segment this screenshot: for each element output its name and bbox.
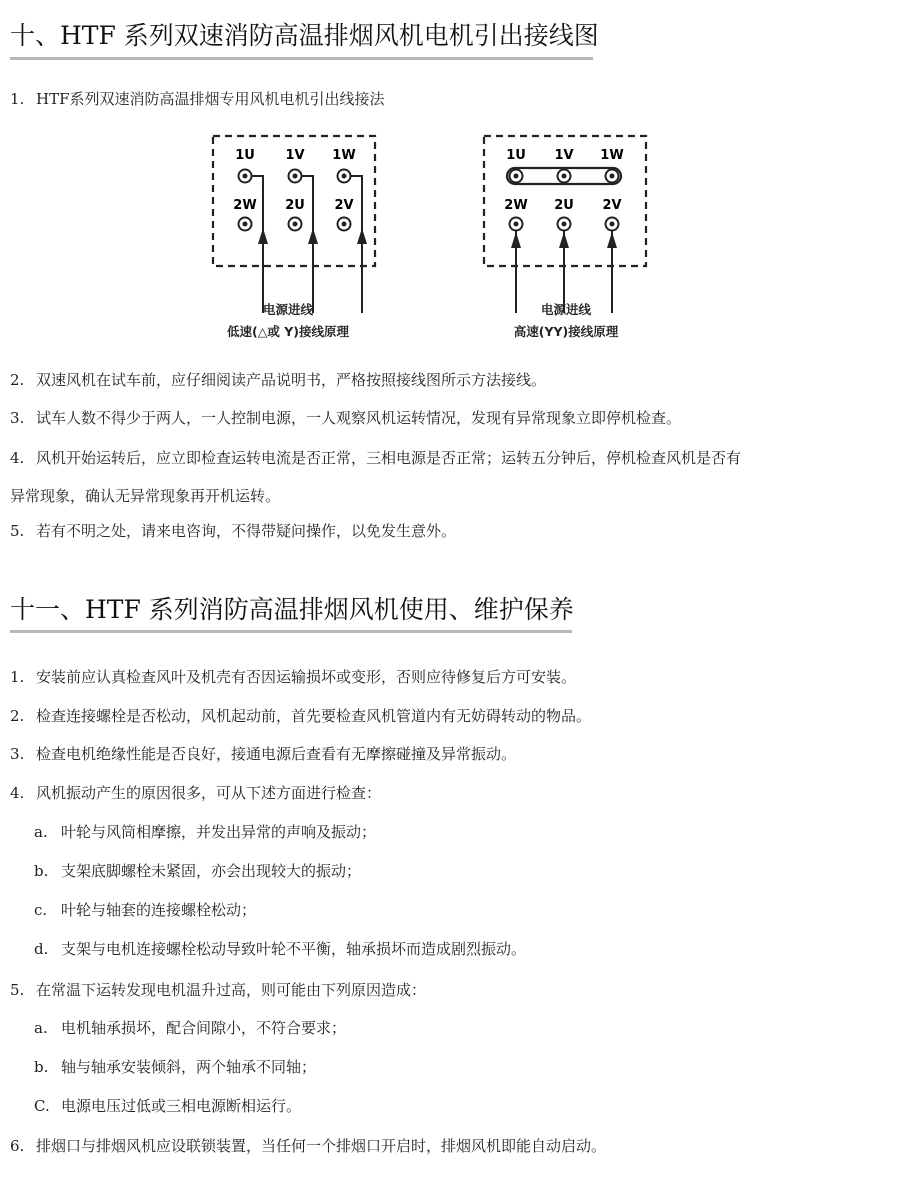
low-speed-caption	[218, 300, 358, 340]
low-terminal-2u	[289, 218, 302, 231]
item-text: 排烟口与排烟风机应设联锁装置，当任何一个排烟口开启时，排烟风机即能自动启动。	[36, 1137, 607, 1155]
high-terminal-2u	[558, 218, 571, 231]
high-speed-diagram	[484, 136, 646, 313]
high-caption-line1: 电源进线	[540, 302, 591, 317]
high-terminal-2v	[606, 218, 619, 231]
item-number: 5.	[10, 522, 25, 540]
s11-item-5	[10, 979, 426, 1001]
item-number: 6.	[10, 1137, 25, 1155]
high-label-2u: 2U	[554, 198, 574, 213]
high-label-1w: 1W	[600, 148, 624, 163]
low-arrow-1	[258, 228, 268, 244]
s11-item-5b	[34, 1056, 316, 1078]
section-11-underline	[10, 630, 572, 633]
item-number: 4.	[10, 449, 25, 467]
s10-item-2	[10, 369, 546, 391]
s10-item-4	[10, 447, 741, 469]
s11-item-4d	[34, 938, 526, 960]
sub-item-text: 电源电压过低或三相电源断相运行。	[61, 1097, 302, 1115]
low-terminal-1u	[239, 170, 252, 183]
s11-item-5c	[34, 1095, 301, 1117]
low-label-1u: 1U	[235, 148, 255, 163]
sub-item-text: 叶轮与轴套的连接螺栓松动；	[61, 901, 257, 919]
section-10-underline	[10, 57, 593, 60]
high-terminal-2w	[510, 218, 523, 231]
high-label-2v: 2V	[602, 198, 622, 213]
low-terminal-1w	[338, 170, 351, 183]
s10-item-5	[10, 520, 456, 542]
sub-item-text: 支架与电机连接螺栓松动导致叶轮不平衡，轴承损坏而造成剧烈振动。	[61, 940, 527, 958]
high-label-1u: 1U	[506, 148, 526, 163]
high-terminal-1w	[606, 170, 619, 183]
s10-item-3	[10, 407, 681, 429]
low-arrow-2	[308, 228, 318, 244]
item-text: 风机振动产生的原因很多，可从下述方面进行检查：	[36, 784, 382, 802]
item-text: 若有不明之处，请来电咨询，不得带疑问操作，以免发生意外。	[36, 522, 457, 540]
sub-item-letter: C.	[34, 1097, 50, 1115]
low-terminal-1v	[289, 170, 302, 183]
section-10-heading: 十、HTF 系列双速消防高温排烟风机电机引出接线图	[10, 21, 599, 50]
high-speed-caption	[496, 300, 636, 340]
low-arrow-3	[357, 228, 367, 244]
item-text: 异常现象，确认无异常现象再开机运转。	[10, 487, 281, 505]
sub-item-letter: d.	[34, 940, 49, 958]
low-label-2u: 2U	[285, 198, 305, 213]
s11-item-4	[10, 782, 381, 804]
low-label-2v: 2V	[334, 198, 354, 213]
s11-item-4a	[34, 821, 376, 843]
low-caption-line1: 电源进线	[262, 302, 313, 317]
item-number: 4.	[10, 784, 25, 802]
item-number: 5.	[10, 981, 25, 999]
item-number: 3.	[10, 745, 25, 763]
item-text: 试车人数不得少于两人，一人控制电源，一人观察风机运转情况，发现有异常现象立即停机检查。	[36, 409, 682, 427]
low-terminal-2w	[239, 218, 252, 231]
item-text: 检查连接螺栓是否松动，风机起动前，首先要检查风机管道内有无妨碍转动的物品。	[36, 707, 592, 725]
low-label-1v: 1V	[285, 148, 305, 163]
s11-item-6	[10, 1135, 606, 1157]
sub-item-text: 电机轴承损坏，配合间隙小，不符合要求；	[61, 1019, 347, 1037]
low-label-1w: 1W	[332, 148, 356, 163]
item-number: 1.	[10, 668, 25, 686]
high-arrow-3	[607, 232, 617, 248]
sub-item-letter: a.	[34, 823, 48, 841]
item-number: 1.	[10, 90, 25, 108]
item-text: HTF系列双速消防高温排烟专用风机电机引出线接法	[36, 90, 385, 108]
low-supply-lead-2	[301, 176, 313, 313]
s11-item-2	[10, 705, 591, 727]
item-text: 检查电机绝缘性能是否良好，接通电源后查看有无摩擦碰撞及异常振动。	[36, 745, 517, 763]
sub-item-letter: a.	[34, 1019, 48, 1037]
s11-item-1	[10, 666, 576, 688]
s11-item-3	[10, 743, 516, 765]
low-caption-line2: 低速(△或 Y)接线原理	[227, 324, 349, 339]
high-caption-line2: 高速(YY)接线原理	[513, 324, 619, 339]
item-number: 2.	[10, 707, 25, 725]
high-label-1v: 1V	[554, 148, 574, 163]
low-speed-diagram	[213, 136, 375, 313]
sub-item-text: 支架底脚螺栓未紧固，亦会出现较大的振动；	[61, 862, 362, 880]
item-text: 安装前应认真检查风叶及机壳有否因运输损坏或变形，否则应待修复后方可安装。	[36, 668, 577, 686]
item-number: 3.	[10, 409, 25, 427]
high-arrow-2	[559, 232, 569, 248]
low-terminal-2v	[338, 218, 351, 231]
s10-item-4-continued	[10, 485, 280, 507]
s10-item-1	[10, 88, 385, 110]
section-11-heading: 十一、HTF 系列消防高温排烟风机使用、维护保养	[10, 595, 574, 624]
sub-item-letter: b.	[34, 862, 49, 880]
s11-item-4c	[34, 899, 256, 921]
sub-item-text: 叶轮与风筒相摩擦，并发出异常的声响及振动；	[61, 823, 377, 841]
item-text: 风机开始运转后，应立即检查运转电流是否正常，三相电源是否正常；运转五分钟后，停机检查风机是否有	[36, 449, 742, 467]
low-supply-lead-3	[350, 176, 362, 313]
low-label-2w: 2W	[233, 198, 257, 213]
sub-item-text: 轴与轴承安装倾斜，两个轴承不同轴；	[61, 1058, 317, 1076]
s11-item-4b	[34, 860, 361, 882]
item-text: 双速风机在试车前，应仔细阅读产品说明书，严格按照接线图所示方法接线。	[36, 371, 547, 389]
item-number: 2.	[10, 371, 25, 389]
sub-item-letter: c.	[34, 901, 48, 919]
high-arrow-1	[511, 232, 521, 248]
sub-item-letter: b.	[34, 1058, 49, 1076]
high-terminal-1v	[558, 170, 571, 183]
high-terminal-1u	[510, 170, 523, 183]
high-label-2w: 2W	[504, 198, 528, 213]
item-text: 在常温下运转发现电机温升过高，则可能由下列原因造成：	[36, 981, 427, 999]
s11-item-5a	[34, 1017, 346, 1039]
low-supply-lead-1	[251, 176, 263, 313]
